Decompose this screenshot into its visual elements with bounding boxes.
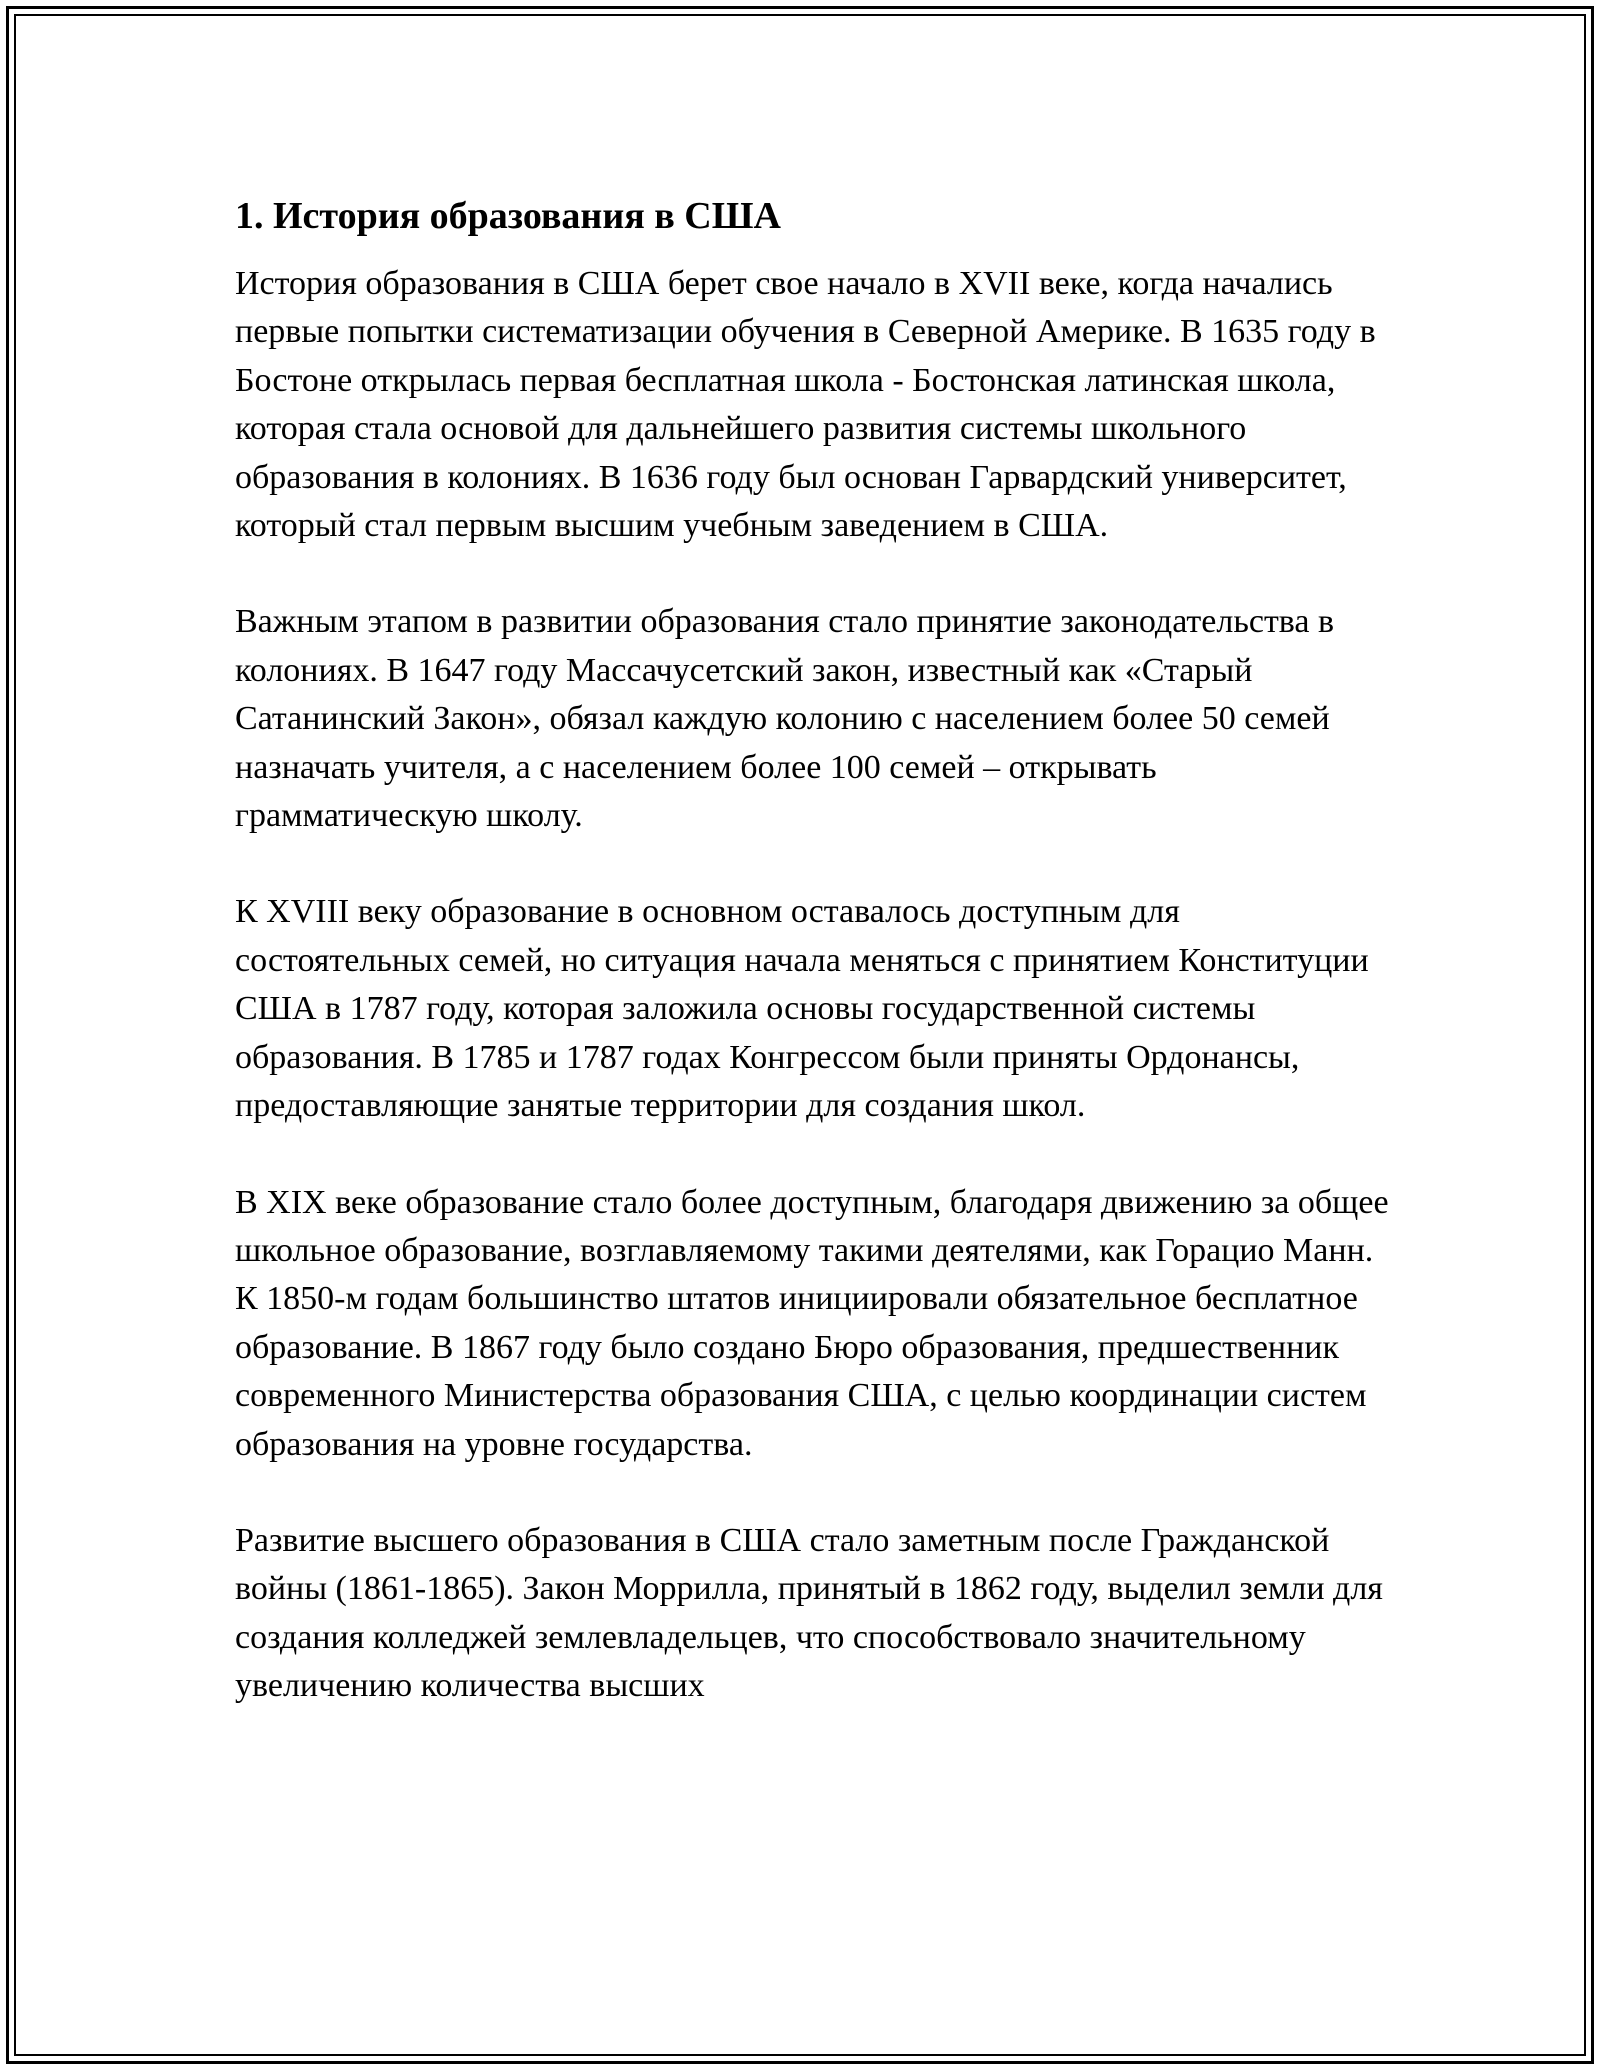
paragraph-1: История образования в США берет свое начало в XVII веке, когда начались первые попытки систематизации обучения в Северной Америке. В 1635 году в Бостоне открылась первая бесплатная школа - Бостонская латинская школа, которая стала основой для дальнейшего развития системы школьного образования в колониях. В 1636 году был основан Гарвардский университет, который стал первым высшим учебным заведением в США.: [235, 265, 1376, 545]
document-body: [235, 188, 1400, 1759]
paragraph-3: К XVIII веку образование в основном оставалось доступным для состоятельных семей, но ситуация начала меняться с принятием Конституции США в 1787 году, которая заложила основы государственной системы образования. В 1785 и 1787 годах Конгрессом были приняты Ордонансы, предоставляющие занятые территории для создания школ.: [235, 893, 1369, 1125]
paragraph-4: В XIX веке образование стало более доступным, благодаря движению за общее школьное образование, возглавляемому такими деятелями, как Горацио Манн. К 1850-м годам большинство штатов инициировали обязательное бесплатное образование. В 1867 году было создано Бюро образования, предшественник современного Министерства образования США, с целью координации систем образования на уровне государства.: [235, 1183, 1389, 1463]
paragraph-5: Развитие высшего образования в США стало заметным после Гражданской войны (1861-1865). Закон Моррилла, принятый в 1862 году, выделил земли для создания колледжей землевладельцев, что способствовало значительному увеличению количества высших: [235, 1521, 1383, 1705]
paragraph-2: Важным этапом в развитии образования стало принятие законодательства в колониях. В 1647 году Массачусетский закон, известный как «Старый Сатанинский Закон», обязал каждую колонию с населением более 50 семей назначать учителя, а с населением более 100 семей – открывать грамматическую школу.: [235, 603, 1335, 835]
section-heading: 1. История образования в США: [235, 195, 781, 237]
